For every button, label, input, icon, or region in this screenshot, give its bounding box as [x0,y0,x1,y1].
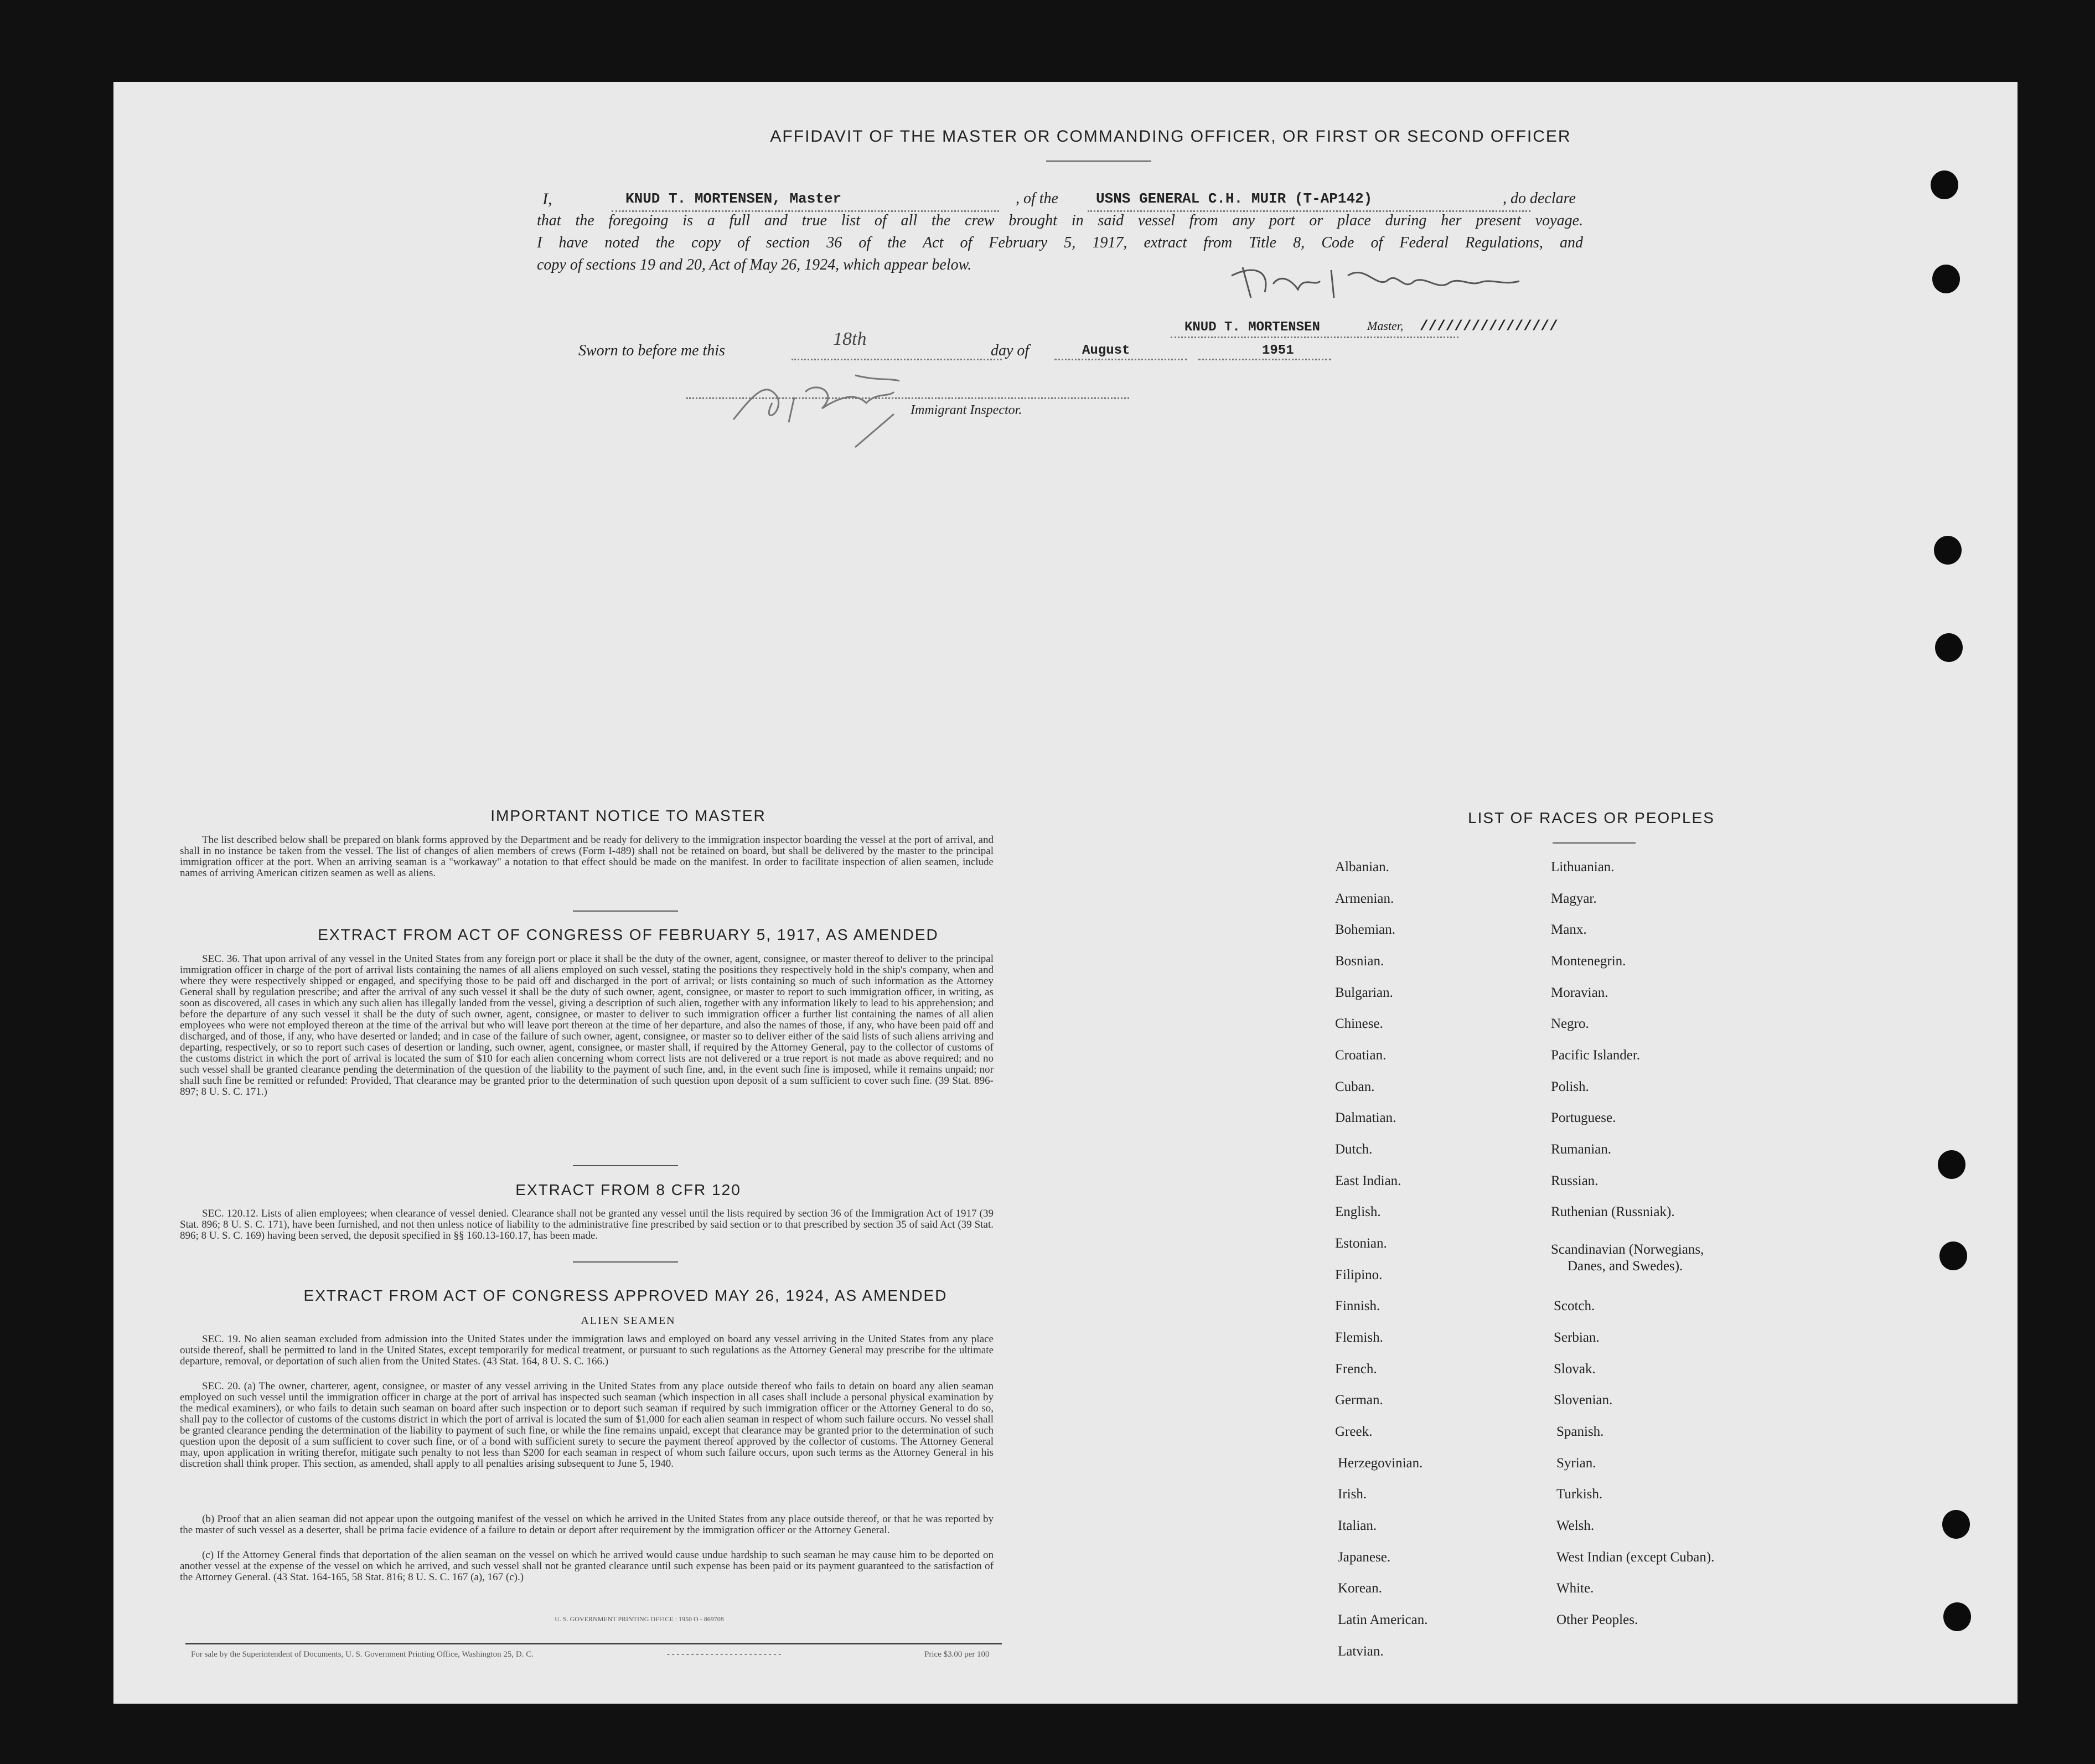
punch-hole [1938,1150,1965,1179]
extract-1924-sec20c: (c) If the Attorney General finds that deportation of the alien seaman on the vessel on which he arrived would cause undue hardship to such seaman he may cause him to be deported on another vessel at the expense of the vessel on which he arrived, and such vessel shall not be granted clearance until such expense has been paid or its payment guaranteed to the satisfaction of the Attorney General. (43 Stat. 164-165, 58 Stat. 816; 8 U. S. C. 167 (a), 167 (c).) [180,1549,994,1583]
race-right: White. [1556,1581,1594,1596]
affidavit-line-2: I have noted the copy of section 36 of the Act of February 5, 1917, extract from Title 8, Code of Federal Regulations, and [537,234,1583,251]
race-right: Other Peoples. [1556,1612,1638,1627]
race-left: French. [1335,1362,1377,1377]
races-title: LIST OF RACES OR PEOPLES [1468,809,1715,826]
race-right: Slovenian. [1554,1393,1613,1408]
title-rule [1046,161,1151,162]
race-right: Manx. [1551,922,1587,937]
day-of-label: day of [991,342,1030,359]
gpo-imprint: U. S. GOVERNMENT PRINTING OFFICE : 1950 O - 869708 [555,1615,724,1623]
race-left: Italian. [1338,1518,1377,1533]
race-left: Latvian. [1338,1644,1384,1659]
extract-1924-sec19: SEC. 19. No alien seaman excluded from admission into the United States under the immigration laws and employed on board any vessel arriving in the United States from any place outside thereof, shall be permitted to land in the United States, except temporarily for medical treatment, or pursuant to such regulations as the Attorney General may prescribe for the ultimate departure, removal, or deportation of such alien from the United States. (43 Stat. 164, 8 U. S. C. 166.) [180,1333,994,1367]
sale-leader: - - - - - - - - - - - - - - - - - - - - - - - - [667,1650,782,1659]
race-left: Bosnian. [1335,954,1384,969]
do-declare-label: , do declare [1503,190,1576,207]
race-left: Greek. [1335,1424,1373,1439]
punch-hole [1935,633,1963,662]
extract-cfr-text: SEC. 120.12. Lists of alien employees; when clearance of vessel denied. Clearance shall not be granted any vessel until the lists required by section 36 of the Immigration Act of 1917 (39 Stat. 896; 8 U. S. C. 171), have been furnished, and not then unless notice of liability to the administrative fine prescribed by said section or to that prescribed by section 35 of said Act (39 Stat. 896; 8 U. S. C. 169) having been served, the deposit specified in §§ 160.13-160.17, has been made. [180,1208,994,1241]
race-left: Dutch. [1335,1142,1373,1157]
extract-1924-title: EXTRACT FROM ACT OF CONGRESS APPROVED MAY 26, 1924, AS AMENDED [303,1287,948,1304]
punch-hole [1931,170,1958,199]
race-right: Montenegrin. [1551,954,1626,969]
punch-hole [1939,1241,1967,1270]
race-right: Russian. [1551,1173,1599,1188]
race-left: East Indian. [1335,1173,1401,1188]
master-name: KNUD T. MORTENSEN, Master [625,190,842,207]
race-left: Flemish. [1335,1330,1383,1345]
race-right: Lithuanian. [1551,860,1615,875]
extract-cfr-title: EXTRACT FROM 8 CFR 120 [515,1181,741,1198]
race-right: Rumanian. [1551,1142,1612,1157]
race-right: Negro. [1551,1016,1589,1031]
price: Price $3.00 per 100 [924,1650,990,1659]
sworn-label: Sworn to before me this [578,342,725,359]
race-left: Bulgarian. [1335,985,1393,1000]
extract-1924-sec20a: SEC. 20. (a) The owner, charterer, agent, consignee, or master of any vessel arriving in the United States from any place outside thereof who fails to detain on board any alien seaman employed on such vessel until the immigration officer in charge at the port of arrival has inspected such seaman (which inspection in all cases shall include a personal physical examination by the medical examiners), or who fails to detain such seaman on board after such inspection or to deport such seaman if required by such immigration officer or the Attorney General to do so, shall pay to the collector of customs of the customs district in which the port of arrival is located the sum of $1,000 for each alien seaman in respect of whom such failure occurs. No vessel shall be granted clearance pending the determination of the liability to payment of such fine, or while the fine remains unpaid, except that clearance may be granted prior to the determination of such question upon the deposit of a sum sufficient to cover such fine, or of a bond with sufficient surety to secure the payment thereof approved by the collector of customs. The Attorney General may, upon application in writing therefor, mitigate such penalty to not less than $200 for each seaman in respect of whom such failure occurs, upon such terms as the Attorney General in his discretion shall think proper. This section, as amended, shall apply to all penalties arising subsequent to June 5, 1940. [180,1380,994,1470]
race-left: Albanian. [1335,860,1389,875]
race-right: Spanish. [1556,1424,1604,1439]
sworn-year: 1951 [1262,343,1294,358]
race-left: Cuban. [1335,1079,1375,1094]
vessel-name: USNS GENERAL C.H. MUIR (T-AP142) [1096,190,1373,207]
master-overstrike: //////////////// [1420,318,1558,334]
race-left: Croatian. [1335,1048,1387,1063]
notice-text: The list described below shall be prepared on blank forms approved by the Department and be ready for delivery to the immigration inspector boarding the vessel at the port of arrival, and shall in no instance be taken from the vessel. The list of changes of alien members of crews (Form I-489) shall not be retained on board, but shall be delivered by the master to the principal immigration officer at the port. When an arriving seaman is a "workaway" a notation to that effect should be made on the manifest. In order to facilitate inspection of alien seamen, include names of arriving American citizen seamen as well as aliens. [180,834,994,879]
race-right: West Indian (except Cuban). [1556,1550,1715,1565]
typed-signature: KNUD T. MORTENSEN [1184,320,1320,335]
document-page [113,82,2018,1704]
race-right: Turkish. [1556,1487,1603,1502]
extract-1917-title: EXTRACT FROM ACT OF CONGRESS OF FEBRUARY 5, 1917, AS AMENDED [318,926,939,943]
extract-1924-sec20b: (b) Proof that an alien seaman did not appear upon the outgoing manifest of the vessel on which he arrived in the United States from any place outside thereof, or that he was reported by the master of such vessel as a deserter, shall be prima facie evidence of a failure to detain or deport after requirement by the immigration officer or the Attorney General. [180,1513,994,1536]
race-left: Herzegovinian. [1338,1456,1423,1471]
master-label: Master, [1367,319,1404,333]
punch-hole [1932,265,1960,293]
race-left: Latin American. [1338,1612,1428,1627]
punch-hole [1942,1510,1970,1539]
notice-title: IMPORTANT NOTICE TO MASTER [490,807,766,824]
race-right: Scotch. [1554,1299,1595,1313]
race-left: Armenian. [1335,891,1394,906]
extract-1924-subtitle: ALIEN SEAMEN [581,1315,676,1327]
affidavit-line-1: that the foregoing is a full and true list of all the crew brought in said vessel from any port or place during her present voyage. [537,212,1583,229]
race-left: Estonian. [1335,1236,1387,1251]
race-left: English. [1335,1204,1381,1219]
race-right: Slovak. [1554,1362,1596,1377]
race-left: Bohemian. [1335,922,1396,937]
race-left: Korean. [1338,1581,1382,1596]
sale-notice: For sale by the Superintendent of Documents, U. S. Government Printing Office, Washington 25, D. C. [191,1650,534,1659]
race-right: Welsh. [1556,1518,1595,1533]
extract-1917-text: SEC. 36. That upon arrival of any vessel in the United States from any foreign port or place it shall be the duty of the owner, agent, consignee, or master thereof to deliver to the principal immigration officer in charge of the port of arrival lists containing the names of all aliens employed on such vessel, stating the positions they respectively hold in the ship's company, when and where they were respectively shipped or engaged, and specifying those to be paid off and discharged in the port of arrival; or lists containing so much of such information as the Attorney General shall by regulation prescribe; and after the arrival of any such vessel it shall be the duty of such owner, agent, consignee, or master to report to such immigration officer, in writing, as soon as discovered, all cases in which any such alien has illegally landed from the vessel, giving a description of such alien, together with any information likely to lead to his apprehension; and before the departure of any such vessel it shall be the duty of such owner, agent, consignee, or master to deliver to such immigration officer a further list containing the names of all alien employees who were not employed thereon at the time of the arrival but who will leave port thereon at the time of her departure, and also the names of those, if any, who have been paid off and discharged, and of those, if any, who have deserted or landed; and in case of the failure of such owner, agent, consignee, or master so to deliver either of the said lists of such aliens arriving and departing, respectively, or so to report such cases of desertion or landing, such owner, agent, consignee, or master shall, if required by the Attorney General, pay to the collector of customs of the customs district in which the port of arrival is located the sum of $10 for each alien concerning whom correct lists are not delivered or a true report is not made as above required; and no such vessel shall be granted clearance pending the determination of the question of the liability to the payment of such fine, and, in the event such fine is imposed, while it remains unpaid; nor shall such fine be remitted or refunded: Provided, That clearance may be granted prior to the determination of such question upon deposit of a sum sufficient to cover such fine. (39 Stat. 896-897; 8 U. S. C. 171.) [180,953,994,1098]
punch-hole [1934,536,1962,565]
sworn-month: August [1082,343,1130,358]
race-right: Danes, and Swedes). [1568,1259,1683,1274]
race-left: Chinese. [1335,1016,1383,1031]
of-the-label: , of the [1016,190,1058,207]
race-left: Dalmatian. [1335,1110,1396,1125]
race-right: Syrian. [1556,1456,1596,1471]
affidavit-line-3: copy of sections 19 and 20, Act of May 26, 1924, which appear below. [537,256,972,273]
race-left: Finnish. [1335,1299,1380,1313]
affidavit-title: AFFIDAVIT OF THE MASTER OR COMMANDING OFFICER, OR FIRST OR SECOND OFFICER [770,127,1571,146]
race-right: Polish. [1551,1079,1589,1094]
race-right: Ruthenian (Russniak). [1551,1204,1675,1219]
race-right: Pacific Islander. [1551,1048,1641,1063]
race-right: Scandinavian (Norwegians, [1551,1242,1704,1257]
inspector-label: Immigrant Inspector. [911,403,1022,417]
master-signature [1220,259,1530,309]
sworn-day: 18th [833,329,867,349]
race-right: Magyar. [1551,891,1597,906]
race-right: Portuguese. [1551,1110,1616,1125]
race-left: Japanese. [1338,1550,1391,1565]
i-label: I, [542,190,552,208]
race-right: Moravian. [1551,985,1608,1000]
punch-hole [1943,1602,1971,1631]
race-left: Irish. [1338,1487,1367,1502]
race-left: German. [1335,1393,1383,1408]
race-right: Serbian. [1554,1330,1600,1345]
race-left: Filipino. [1335,1268,1383,1282]
